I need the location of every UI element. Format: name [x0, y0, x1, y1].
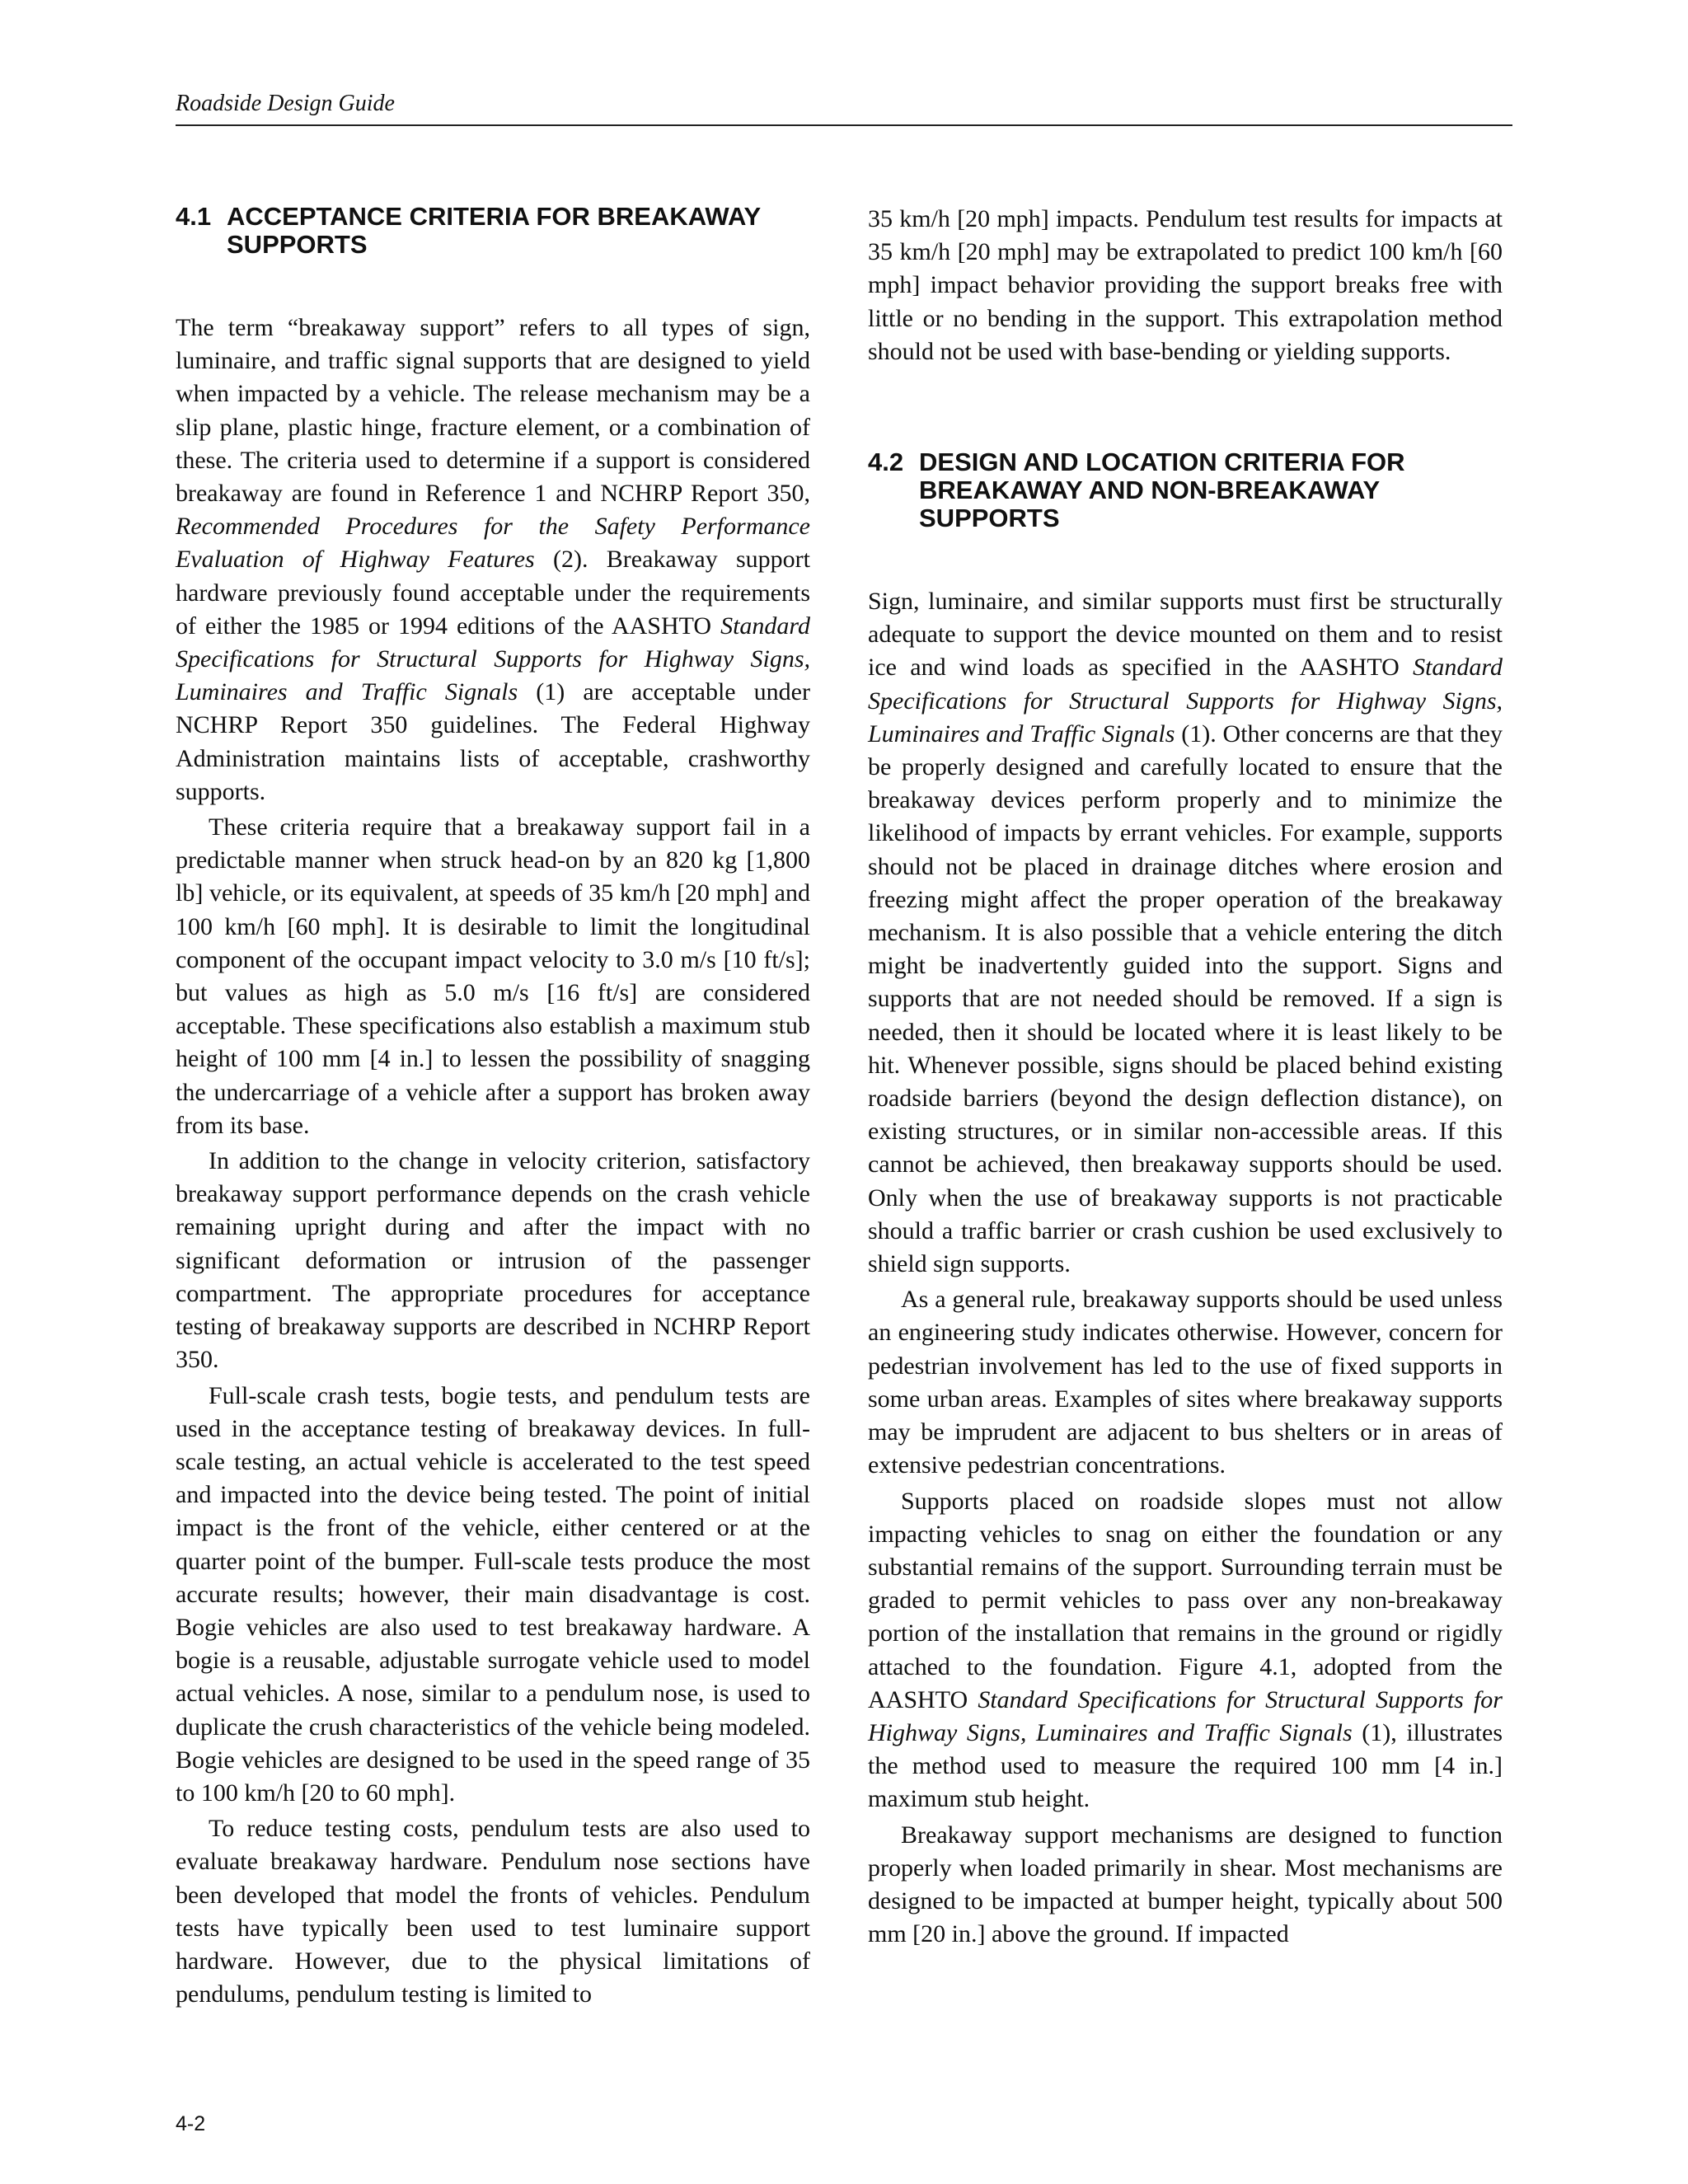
italic-title: Standard Specifications for Structural Supports for Highway Signs, Luminaires and Traffic Signals — [176, 612, 810, 706]
text-run: Sign, luminaire, and similar supports must first be structurally adequate to support the device mounted on them and to resist ice and wind loads as specified in the AASHTO — [868, 588, 1503, 682]
paragraph — [176, 312, 810, 808]
paragraph: As a general rule, breakaway supports should be used unless an engineering study indicates otherwise. However, concern for pedestrian involvement has led to the use of fixed supports in some urban areas. Examples of sites where breakaway supports may be imprudent are adjacent to bus shelters or in areas of extensive pedestrian concentrations. — [868, 1286, 1503, 1479]
section-number: 4.1 — [176, 202, 212, 231]
text-run: The term “breakaway support” refers to all types of sign, luminaire, and traffic signal supports that are designed to yield when impacted by a vehicle. The release mechanism may be a slip plane, plastic hinge, fracture element, or a combination of these. The criteria used to determine if a support is considered breakaway are found in Reference 1 and NCHRP Report 350, — [176, 314, 810, 508]
right-column — [868, 203, 1503, 1951]
text-run: (1), illustrates the method used to measure the required 100 mm [4 in.] maximum stub height. — [868, 1718, 1503, 1813]
paragraph: To reduce testing costs, pendulum tests are also used to evaluate breakaway hardware. Pendulum nose sections have been developed that model the fronts of vehicles. Pendulum tests have typically been used to test luminaire support hardware. However, due to the physical limitations of pendulums, pendulum testing is limited to — [176, 1815, 810, 2008]
paragraph: In addition to the change in velocity criterion, satisfactory breakaway support performance depends on the crash vehicle remaining upright during and after the impact with no significant deformation or intrusion of the passenger compartment. The appropriate procedures for acceptance testing of breakaway supports are described in NCHRP Report 350. — [176, 1147, 810, 1374]
section-title: ACCEPTANCE CRITERIA FOR BREAKAWAY SUPPORTS — [227, 202, 761, 259]
text-run: (1) are acceptable under NCHRP Report 350 guidelines. The Federal Highway Administration maintains lists of acceptable, crashworthy supports. — [176, 678, 810, 805]
paragraph — [868, 585, 1503, 1281]
section-number: 4.2 — [868, 448, 904, 477]
page-number: 4-2 — [176, 2112, 206, 2135]
running-head: Roadside Design Guide — [176, 91, 395, 116]
italic-title: Standard Specifications for Structural Supports for Highway Signs, Luminaires and Traffic Signals — [868, 1685, 1503, 1746]
text-run: (2). Breakaway support hardware previously found acceptable under the requirements of either the 1985 or 1994 editions of the AASHTO — [176, 546, 810, 640]
italic-title: Recommended Procedures for the Safety Performance Evaluation of Highway Features — [176, 513, 810, 574]
text-run: Supports placed on roadside slopes must not allow impacting vehicles to snag on either the foundation or any substantial remains of the support. Surrounding terrain must be graded to permit vehicles to pass over any non-breakaway portion of the installation that remains in the ground or rigidly attached to the foundation. Figure 4.1, adopted from the AASHTO — [868, 1487, 1503, 1713]
paragraph-continued: 35 km/h [20 mph] impacts. Pendulum test results for impacts at 35 km/h [20 mph] may be extrapolated to predict 100 km/h [60 mph] impact behavior providing the support breaks free with little or no bending in the support. This extrapolation method should not be used with base-bending or yielding supports. — [868, 205, 1503, 365]
paragraph: Breakaway support mechanisms are designed to function properly when loaded primarily in shear. Most mechanisms are designed to be impacted at bumper height, typically about 500 mm [20 in.] above the ground. If impacted — [868, 1821, 1503, 1948]
section-heading-4-1 — [176, 203, 810, 259]
header-rule — [176, 124, 1512, 126]
paragraph: These criteria require that a breakaway support fail in a predictable manner when struck head-on by an 820 kg [1,800 lb] vehicle, or its equivalent, at speeds of 35 km/h [20 mph] and 100 km/h [60 mph]. It is desirable to limit the longitudinal component of the occupant impact velocity to 3.0 m/s [10 ft/s]; but values as high as 5.0 m/s [16 ft/s] are considered acceptable. These specifications also establish a maximum stub height of 100 mm [4 in.] to lessen the possibility of snagging the undercarriage of a vehicle after a support has broken away from its base. — [176, 813, 810, 1139]
left-column — [176, 203, 810, 2011]
section-heading-4-2 — [868, 448, 1503, 532]
paragraph: Full-scale crash tests, bogie tests, and pendulum tests are used in the acceptance testing of breakaway devices. In full-scale testing, an actual vehicle is accelerated to the test speed and impacted into the device being tested. The point of initial impact is the front of the vehicle, either centered or at the quarter point of the bumper. Full-scale tests produce the most accurate results; however, their main disadvantage is cost. Bogie vehicles are also used to test breakaway hardware. A bogie is a reusable, adjustable surrogate vehicle used to model actual vehicles. A nose, similar to a pendulum nose, is used to duplicate the crush characteristics of the vehicle being modeled. Bogie vehicles are designed to be used in the speed range of 35 to 100 km/h [20 to 60 mph]. — [176, 1381, 810, 1807]
section-title: DESIGN AND LOCATION CRITERIA FOR BREAKAWAY AND NON-BREAKAWAY SUPPORTS — [919, 448, 1405, 533]
paragraph — [868, 1485, 1503, 1816]
italic-title: Standard Specifications for Structural Supports for Highway Signs, Luminaires and Traffic Signals — [868, 654, 1503, 748]
text-run: (1). Other concerns are that they be properly designed and carefully located to ensure that the breakaway devices perform properly and to minimize the likelihood of impacts by errant vehicles. For example, supports should not be placed in drainage ditches where erosion and freezing might affect the proper operation of the breakaway mechanism. It is also possible that a vehicle entering the ditch might be inadvertently guided into the support. Signs and supports that are not needed should be removed. If a sign is needed, then it should be located where it is least likely to be hit. Whenever possible, signs should be placed behind existing roadside barriers (beyond the design deflection distance), on existing structures, or in similar non-accessible areas. If this cannot be achieved, then breakaway supports should be used. Only when the use of breakaway supports is not practicable should a traffic barrier or crash cushion be used exclusively to shield sign supports. — [868, 719, 1503, 1278]
